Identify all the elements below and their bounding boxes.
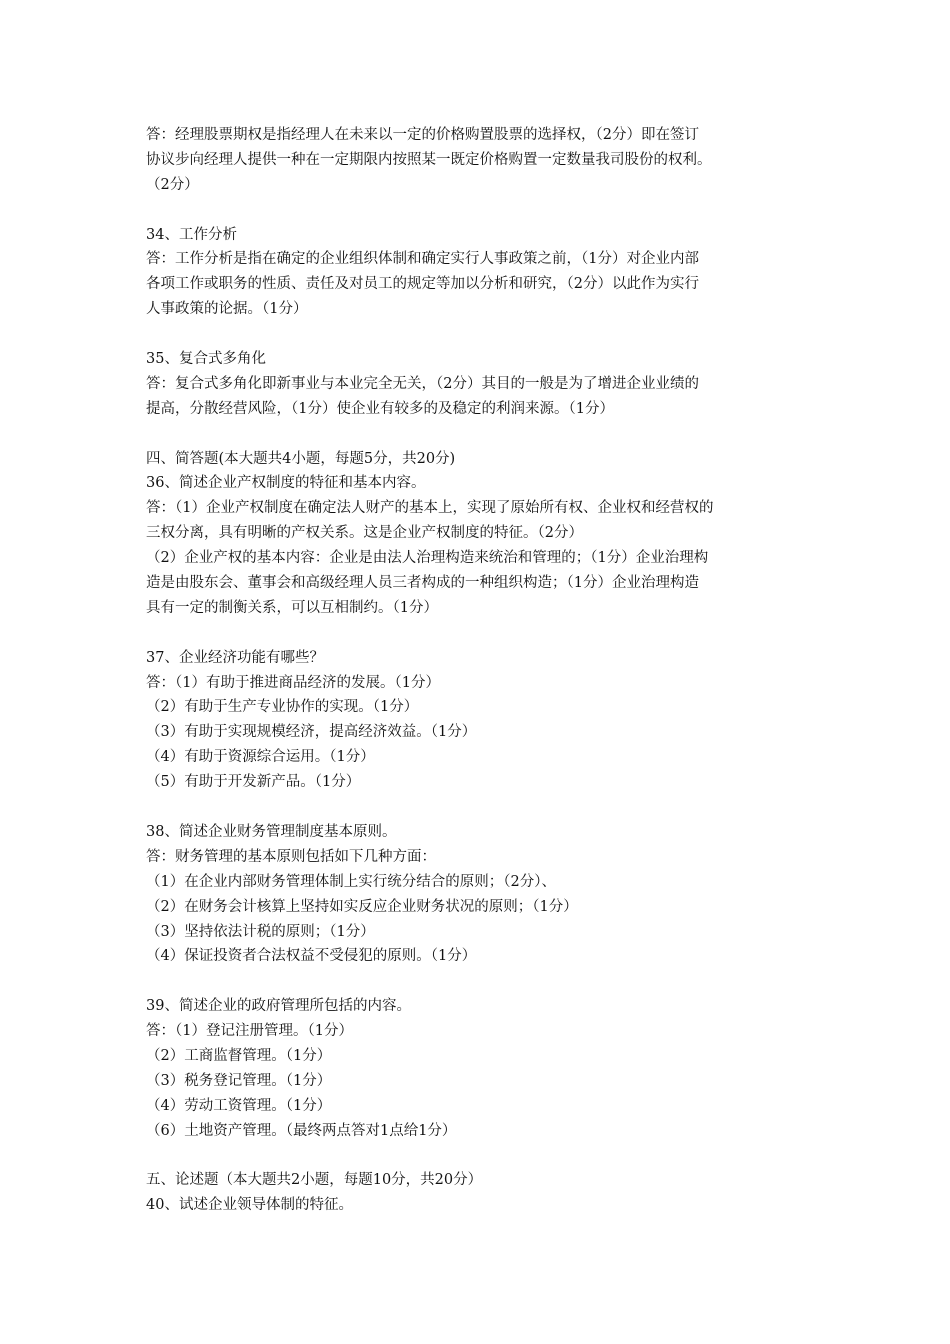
text-line: （2）在财务会计核算上坚持如实反应企业财务状况的原则；（1分） bbox=[146, 898, 578, 915]
section-5-block bbox=[146, 1168, 810, 1218]
document-body bbox=[146, 123, 810, 1218]
question-34-block bbox=[146, 223, 810, 323]
paragraph-gap bbox=[146, 1144, 810, 1169]
text-line: 各项工作或职务的性质、责任及对员工的规定等加以分析和研究，（2分）以此作为实行 bbox=[146, 276, 699, 293]
text-line: （3）有助于实现规模经济，提高经济效益。（1分） bbox=[146, 724, 477, 741]
section-heading: 五、论述题（本大题共2小题，每题10分，共20分） bbox=[146, 1172, 483, 1189]
text-line: （3）税务登记管理。（1分） bbox=[146, 1072, 332, 1089]
text-line: 答：（1）登记注册管理。（1分） bbox=[146, 1023, 353, 1040]
question-heading: 40、试述企业领导体制的特征。 bbox=[146, 1197, 353, 1214]
paragraph-gap bbox=[146, 422, 810, 447]
question-heading: 37、企业经济功能有哪些？ bbox=[146, 649, 324, 666]
section-heading: 四、简答题(本大题共4小题，每题5分，共20分) bbox=[146, 450, 456, 467]
text-line: 三权分离，具有明晰的产权关系。这是企业产权制度的特征。（2分） bbox=[146, 525, 583, 542]
question-heading: 38、简述企业财务管理制度基本原则。 bbox=[146, 823, 397, 840]
text-line: 答：财务管理的基本原则包括如下几种方面： bbox=[146, 848, 436, 865]
question-heading: 39、简述企业的政府管理所包括的内容。 bbox=[146, 998, 411, 1015]
text-line: 协议步向经理人提供一种在一定期限内按照某一既定价格购置一定数量我司股份的权利。 bbox=[146, 151, 712, 168]
text-line: 答：（1）企业产权制度在确定法人财产的基本上，实现了原始所有权、企业权和经营权的 bbox=[146, 500, 714, 517]
text-line: 提高，分散经营风险，（1分）使企业有较多的及稳定的利润来源。（1分） bbox=[146, 400, 614, 417]
question-35-block bbox=[146, 347, 810, 422]
text-line: 造是由股东会、董事会和高级经理人员三者构成的一种组织构造；（1分）企业治理构造 bbox=[146, 575, 699, 592]
text-line: 具有一定的制衡关系，可以互相制约。（1分） bbox=[146, 599, 438, 616]
text-line: （2）企业产权的基本内容：企业是由法人治理构造来统治和管理的；（1分）企业治理构 bbox=[146, 550, 709, 567]
question-39-block bbox=[146, 994, 810, 1143]
text-line: （2）工商监督管理。（1分） bbox=[146, 1047, 332, 1064]
paragraph-gap bbox=[146, 322, 810, 347]
text-line: 答：复合式多角化即新事业与本业完全无关，（2分）其目的一般是为了增进企业业绩的 bbox=[146, 375, 699, 392]
text-line: （4）保证投资者合法权益不受侵犯的原则。（1分） bbox=[146, 948, 477, 965]
text-line: （4）有助于资源综合运用。（1分） bbox=[146, 749, 375, 766]
text-line: （2分） bbox=[146, 176, 199, 193]
paragraph-gap bbox=[146, 198, 810, 223]
text-line: 答：经理股票期权是指经理人在未来以一定的价格购置股票的选择权，（2分）即在签订 bbox=[146, 127, 699, 143]
answer-33-block bbox=[146, 123, 810, 198]
paragraph-gap bbox=[146, 621, 810, 646]
text-line: （4）劳动工资管理。（1分） bbox=[146, 1097, 332, 1114]
question-37-block bbox=[146, 646, 810, 795]
text-line: （3）坚持依法计税的原则；（1分） bbox=[146, 923, 375, 940]
question-38-block bbox=[146, 820, 810, 969]
text-line: 人事政策的论据。（1分） bbox=[146, 301, 308, 318]
section-4-block bbox=[146, 447, 810, 621]
text-line: （6）土地资产管理。（最终两点答对1点给1分） bbox=[146, 1122, 457, 1139]
text-line: 答：（1）有助于推进商品经济的发展。（1分） bbox=[146, 674, 440, 691]
question-heading: 35、复合式多角化 bbox=[146, 351, 266, 368]
question-heading: 36、简述企业产权制度的特征和基本内容。 bbox=[146, 475, 426, 492]
text-line: （2）有助于生产专业协作的实现。（1分） bbox=[146, 699, 419, 716]
paragraph-gap bbox=[146, 795, 810, 820]
text-line: （5）有助于开发新产品。（1分） bbox=[146, 774, 361, 791]
question-heading: 34、工作分析 bbox=[146, 226, 237, 243]
paragraph-gap bbox=[146, 969, 810, 994]
text-line: （1）在企业内部财务管理体制上实行统分结合的原则；（2分）、 bbox=[146, 873, 556, 890]
text-line: 答：工作分析是指在确定的企业组织体制和确定实行人事政策之前，（1分）对企业内部 bbox=[146, 251, 699, 268]
